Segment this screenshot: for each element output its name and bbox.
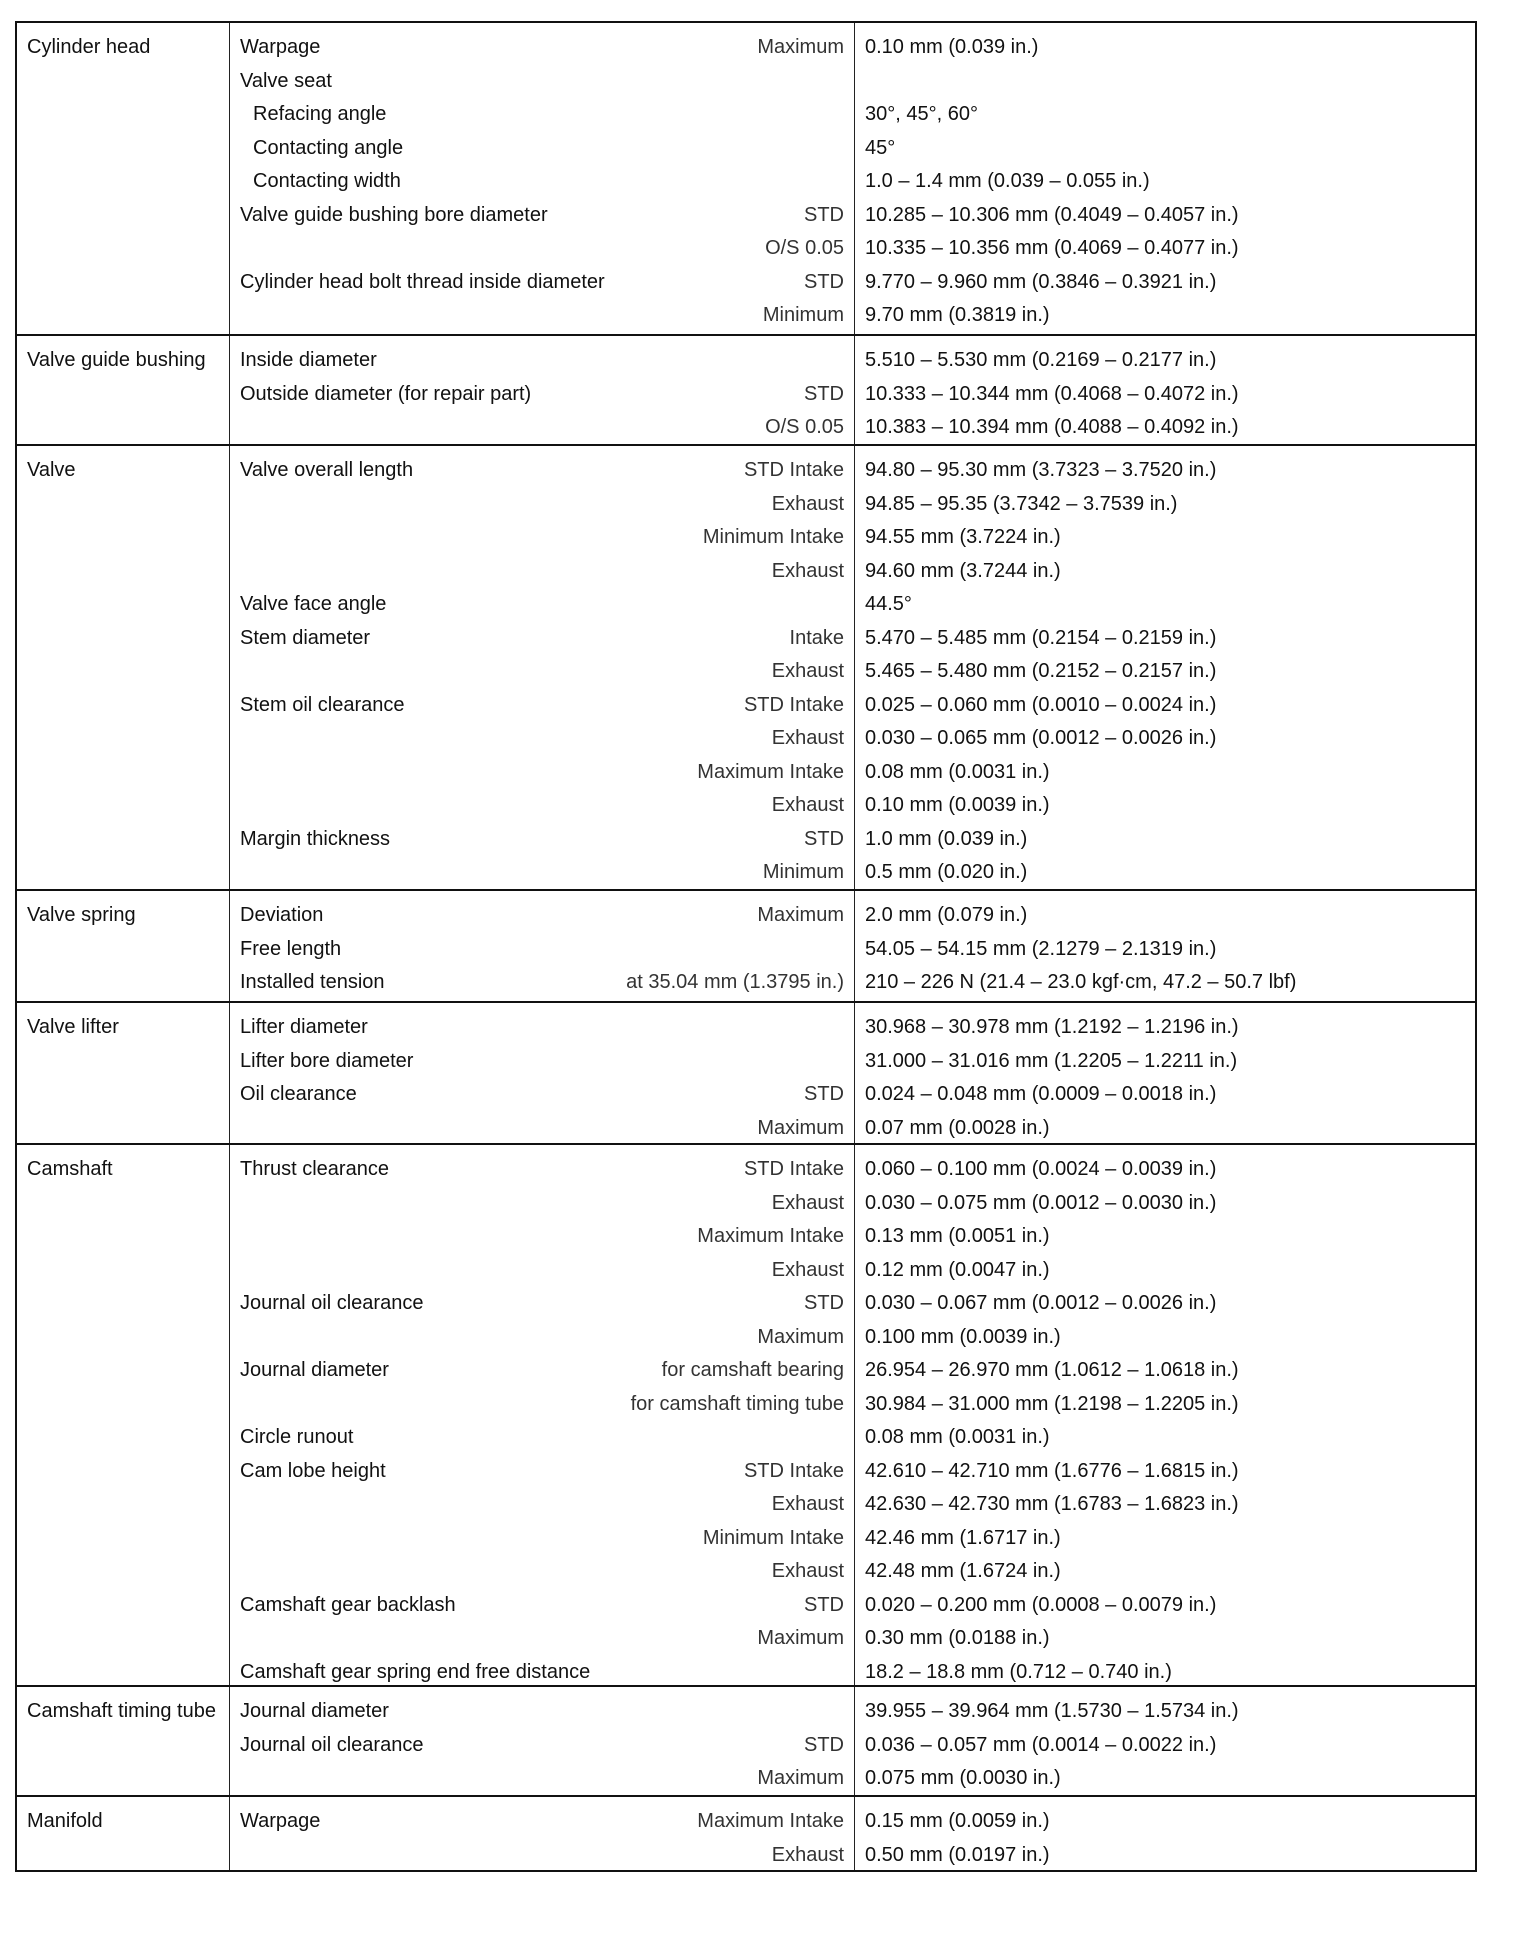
spec-section <box>17 889 1475 1001</box>
spec-item-row <box>230 521 854 555</box>
condition-label: Exhaust <box>771 1493 844 1515</box>
item-column <box>230 1145 855 1685</box>
item-label: Thrust clearance <box>240 1158 389 1180</box>
spec-value: 0.024 – 0.048 mm (0.0009 – 0.0018 in.) <box>865 1083 1217 1105</box>
spec-value: 42.48 mm (1.6724 in.) <box>865 1560 1061 1582</box>
item-label: Warpage <box>240 36 321 58</box>
spec-section <box>17 1001 1475 1143</box>
condition-label: STD <box>804 1733 844 1756</box>
spec-value: 44.5° <box>865 593 912 615</box>
spec-value: 42.46 mm (1.6717 in.) <box>865 1526 1061 1549</box>
item-label: Stem oil clearance <box>240 693 405 716</box>
spec-value: 0.030 – 0.067 mm (0.0012 – 0.0026 in.) <box>865 1292 1217 1314</box>
spec-section <box>17 1143 1475 1685</box>
item-label: Inside diameter <box>240 349 377 371</box>
value-column <box>855 23 1475 334</box>
spec-item-row <box>230 65 854 99</box>
condition-label: Exhaust <box>771 660 844 682</box>
spec-item-row <box>230 132 854 166</box>
condition-label: Maximum <box>757 1116 844 1139</box>
spec-item-row <box>230 1589 854 1623</box>
spec-item-row <box>230 232 854 266</box>
spec-value: 30.968 – 30.978 mm (1.2192 – 1.2196 in.) <box>865 1016 1239 1038</box>
spec-item-row <box>230 789 854 823</box>
spec-value: 2.0 mm (0.079 in.) <box>865 904 1028 926</box>
item-label: Free length <box>240 937 342 960</box>
spec-item-row <box>230 344 854 378</box>
condition-label: STD Intake <box>743 1158 844 1180</box>
spec-item-row <box>230 588 854 622</box>
spec-value: 45° <box>865 136 896 159</box>
condition-label: STD <box>804 1292 844 1314</box>
condition-label: for camshaft bearing <box>661 1359 844 1381</box>
condition-label: STD Intake <box>743 459 844 481</box>
component-name: Manifold <box>17 1797 230 1870</box>
item-label: Cam lobe height <box>240 1459 386 1482</box>
spec-item-row <box>230 823 854 857</box>
item-label: Stem diameter <box>240 626 371 649</box>
spec-value: 0.30 mm (0.0188 in.) <box>865 1627 1050 1649</box>
spec-section <box>17 1685 1475 1795</box>
spec-item-row <box>230 722 854 756</box>
spec-value <box>855 65 1475 99</box>
spec-item-row <box>230 1045 854 1079</box>
spec-section <box>17 1795 1475 1870</box>
spec-item-row <box>230 488 854 522</box>
spec-value: 5.465 – 5.480 mm (0.2152 – 0.2157 in.) <box>865 660 1217 682</box>
component-name: Valve spring <box>17 891 230 1001</box>
spec-value: 10.383 – 10.394 mm (0.4088 – 0.4092 in.) <box>865 416 1239 438</box>
component-name: Valve lifter <box>17 1003 230 1143</box>
spec-section <box>17 334 1475 444</box>
item-label: Lifter diameter <box>240 1016 368 1038</box>
value-column <box>855 1145 1475 1685</box>
spec-value: 0.08 mm (0.0031 in.) <box>865 760 1050 783</box>
spec-item-row <box>230 899 854 933</box>
spec-value: 0.036 – 0.057 mm (0.0014 – 0.0022 in.) <box>865 1733 1217 1756</box>
spec-value: 10.333 – 10.344 mm (0.4068 – 0.4072 in.) <box>865 382 1239 405</box>
spec-value: 0.060 – 0.100 mm (0.0024 – 0.0039 in.) <box>865 1158 1217 1180</box>
item-label: Journal diameter <box>240 1359 389 1381</box>
condition-label: for camshaft timing tube <box>630 1392 844 1415</box>
spec-item-row <box>230 1153 854 1187</box>
spec-value: 0.10 mm (0.039 in.) <box>865 36 1039 58</box>
item-label: Cylinder head bolt thread inside diameter <box>240 270 605 293</box>
item-label: Margin thickness <box>240 827 391 850</box>
spec-item-row <box>230 1011 854 1045</box>
component-name: Valve guide bushing <box>17 336 230 444</box>
spec-value: 0.5 mm (0.020 in.) <box>865 861 1028 883</box>
condition-label: Exhaust <box>771 492 844 515</box>
condition-label: Maximum <box>757 36 844 58</box>
item-label: Installed tension <box>240 971 385 993</box>
condition-label: O/S 0.05 <box>765 237 844 259</box>
spec-value: 18.2 – 18.8 mm (0.712 – 0.740 in.) <box>865 1660 1172 1683</box>
spec-item-row <box>230 299 854 333</box>
spec-value: 210 – 226 N (21.4 – 23.0 kgf·cm, 47.2 – 50.7 lbf) <box>865 971 1297 993</box>
condition-label: Exhaust <box>771 1843 844 1866</box>
spec-value: 0.12 mm (0.0047 in.) <box>865 1258 1050 1281</box>
condition-label: Maximum Intake <box>697 1810 844 1832</box>
item-column <box>230 1797 855 1870</box>
value-column <box>855 1003 1475 1143</box>
spec-value: 5.470 – 5.485 mm (0.2154 – 0.2159 in.) <box>865 626 1217 649</box>
spec-item-row <box>230 1555 854 1589</box>
spec-item-row <box>230 1488 854 1522</box>
spec-item-row <box>230 1254 854 1288</box>
spec-value: 10.335 – 10.356 mm (0.4069 – 0.4077 in.) <box>865 237 1239 259</box>
spec-item-row <box>230 1729 854 1763</box>
condition-label: Maximum <box>757 1767 844 1789</box>
condition-label: Intake <box>789 626 844 649</box>
item-label: Refacing angle <box>253 103 387 125</box>
condition-label: STD Intake <box>743 693 844 716</box>
condition-label: STD <box>804 1083 844 1105</box>
item-column <box>230 1003 855 1143</box>
item-label: Contacting width <box>253 170 401 192</box>
spec-value: 9.770 – 9.960 mm (0.3846 – 0.3921 in.) <box>865 270 1217 293</box>
component-name: Valve <box>17 446 230 889</box>
item-label: Valve guide bushing bore diameter <box>240 203 548 226</box>
item-label: Valve seat <box>240 69 332 92</box>
item-label: Journal diameter <box>240 1700 389 1722</box>
item-column <box>230 1687 855 1795</box>
spec-value: 31.000 – 31.016 mm (1.2205 – 1.2211 in.) <box>865 1049 1238 1072</box>
condition-label: Maximum <box>757 1325 844 1348</box>
spec-item-row <box>230 933 854 967</box>
component-name: Camshaft timing tube <box>17 1687 230 1795</box>
condition-label: Exhaust <box>771 559 844 582</box>
spec-item-row <box>230 655 854 689</box>
spec-value: 0.50 mm (0.0197 in.) <box>865 1843 1050 1866</box>
spec-item-row <box>230 1354 854 1388</box>
item-label: Camshaft gear backlash <box>240 1593 456 1616</box>
condition-label: Minimum <box>762 861 844 883</box>
item-label: Journal oil clearance <box>240 1733 424 1756</box>
spec-item-row <box>230 199 854 233</box>
spec-value: 0.08 mm (0.0031 in.) <box>865 1426 1050 1448</box>
spec-value: 39.955 – 39.964 mm (1.5730 – 1.5734 in.) <box>865 1700 1239 1722</box>
specification-table <box>15 21 1477 1872</box>
condition-label: Exhaust <box>771 1258 844 1281</box>
spec-value: 1.0 – 1.4 mm (0.039 – 0.055 in.) <box>865 170 1150 192</box>
item-label: Valve face angle <box>240 593 387 615</box>
spec-value: 30.984 – 31.000 mm (1.2198 – 1.2205 in.) <box>865 1392 1239 1415</box>
spec-value: 26.954 – 26.970 mm (1.0612 – 1.0618 in.) <box>865 1359 1239 1381</box>
component-name: Camshaft <box>17 1145 230 1685</box>
value-column <box>855 446 1475 889</box>
spec-item-row <box>230 165 854 199</box>
spec-item-row <box>230 1187 854 1221</box>
spec-value: 42.610 – 42.710 mm (1.6776 – 1.6815 in.) <box>865 1459 1239 1482</box>
spec-item-row <box>230 1220 854 1254</box>
item-label: Warpage <box>240 1810 321 1832</box>
value-column <box>855 1797 1475 1870</box>
spec-value: 0.10 mm (0.0039 in.) <box>865 794 1050 816</box>
condition-label: Minimum Intake <box>702 1526 844 1549</box>
condition-label: STD <box>804 382 844 405</box>
spec-section <box>17 23 1475 334</box>
item-label: Journal oil clearance <box>240 1292 424 1314</box>
spec-item-row <box>230 689 854 723</box>
condition-label: STD <box>804 827 844 850</box>
condition-label: Maximum <box>757 904 844 926</box>
spec-item-row <box>230 1078 854 1112</box>
spec-item-row <box>230 1455 854 1489</box>
condition-label: STD Intake <box>743 1459 844 1482</box>
item-label: Outside diameter (for repair part) <box>240 382 532 405</box>
value-column <box>855 891 1475 1001</box>
item-label: Deviation <box>240 904 324 926</box>
spec-value: 1.0 mm (0.039 in.) <box>865 827 1028 850</box>
spec-value: 0.15 mm (0.0059 in.) <box>865 1810 1050 1832</box>
spec-value: 0.020 – 0.200 mm (0.0008 – 0.0079 in.) <box>865 1593 1217 1616</box>
spec-item-row <box>230 555 854 589</box>
spec-value: 54.05 – 54.15 mm (2.1279 – 2.1319 in.) <box>865 937 1217 960</box>
spec-item-row <box>230 1287 854 1321</box>
spec-item-row <box>230 756 854 790</box>
spec-value: 10.285 – 10.306 mm (0.4049 – 0.4057 in.) <box>865 203 1239 226</box>
condition-label: STD <box>804 1593 844 1616</box>
spec-value: 42.630 – 42.730 mm (1.6783 – 1.6823 in.) <box>865 1493 1239 1515</box>
spec-item-row <box>230 1388 854 1422</box>
spec-item-row <box>230 31 854 65</box>
spec-item-row <box>230 622 854 656</box>
spec-value: 30°, 45°, 60° <box>865 103 978 125</box>
condition-label: Minimum <box>762 304 844 326</box>
spec-item-row <box>230 856 854 890</box>
spec-item-row <box>230 411 854 445</box>
spec-item-row <box>230 266 854 300</box>
spec-value: 0.025 – 0.060 mm (0.0010 – 0.0024 in.) <box>865 693 1217 716</box>
condition-label: STD <box>804 270 844 293</box>
spec-item-row <box>230 1695 854 1729</box>
spec-item-row <box>230 378 854 412</box>
spec-value: 9.70 mm (0.3819 in.) <box>865 304 1050 326</box>
spec-item-row <box>230 1112 854 1146</box>
item-label: Camshaft gear spring end free distance <box>240 1660 591 1683</box>
spec-item-row <box>230 1839 854 1873</box>
spec-item-row <box>230 98 854 132</box>
item-column <box>230 23 855 334</box>
spec-section <box>17 444 1475 889</box>
item-label: Valve overall length <box>240 459 414 481</box>
spec-value: 94.60 mm (3.7244 in.) <box>865 559 1061 582</box>
condition-label: Exhaust <box>771 727 844 749</box>
spec-value: 0.030 – 0.075 mm (0.0012 – 0.0030 in.) <box>865 1191 1217 1214</box>
item-label: Contacting angle <box>253 136 404 159</box>
item-column <box>230 446 855 889</box>
spec-value: 0.13 mm (0.0051 in.) <box>865 1225 1050 1247</box>
condition-label: Minimum Intake <box>702 526 844 548</box>
spec-item-row <box>230 1656 854 1690</box>
condition-label: Exhaust <box>771 794 844 816</box>
spec-value: 0.07 mm (0.0028 in.) <box>865 1116 1050 1139</box>
spec-item-row <box>230 1622 854 1656</box>
condition-label: at 35.04 mm (1.3795 in.) <box>626 971 844 993</box>
component-name: Cylinder head <box>17 23 230 334</box>
spec-value: 94.55 mm (3.7224 in.) <box>865 526 1061 548</box>
spec-item-row <box>230 1805 854 1839</box>
condition-label: O/S 0.05 <box>765 416 844 438</box>
spec-value: 94.80 – 95.30 mm (3.7323 – 3.7520 in.) <box>865 459 1217 481</box>
item-column <box>230 336 855 444</box>
item-label: Circle runout <box>240 1426 354 1448</box>
spec-item-row <box>230 1421 854 1455</box>
condition-label: Maximum <box>757 1627 844 1649</box>
value-column <box>855 336 1475 444</box>
spec-item-row <box>230 1762 854 1796</box>
spec-item-row <box>230 966 854 1000</box>
spec-value: 0.030 – 0.065 mm (0.0012 – 0.0026 in.) <box>865 727 1217 749</box>
item-label: Lifter bore diameter <box>240 1049 414 1072</box>
spec-value: 0.100 mm (0.0039 in.) <box>865 1325 1061 1348</box>
spec-item-row <box>230 1321 854 1355</box>
spec-item-row <box>230 454 854 488</box>
condition-label: Maximum Intake <box>697 760 844 783</box>
spec-value: 5.510 – 5.530 mm (0.2169 – 0.2177 in.) <box>865 349 1217 371</box>
condition-label: Exhaust <box>771 1191 844 1214</box>
value-column <box>855 1687 1475 1795</box>
condition-label: STD <box>804 203 844 226</box>
spec-value: 0.075 mm (0.0030 in.) <box>865 1767 1061 1789</box>
spec-value: 94.85 – 95.35 (3.7342 – 3.7539 in.) <box>865 492 1178 515</box>
condition-label: Exhaust <box>771 1560 844 1582</box>
item-column <box>230 891 855 1001</box>
condition-label: Maximum Intake <box>697 1225 844 1247</box>
item-label: Oil clearance <box>240 1083 357 1105</box>
spec-item-row <box>230 1522 854 1556</box>
